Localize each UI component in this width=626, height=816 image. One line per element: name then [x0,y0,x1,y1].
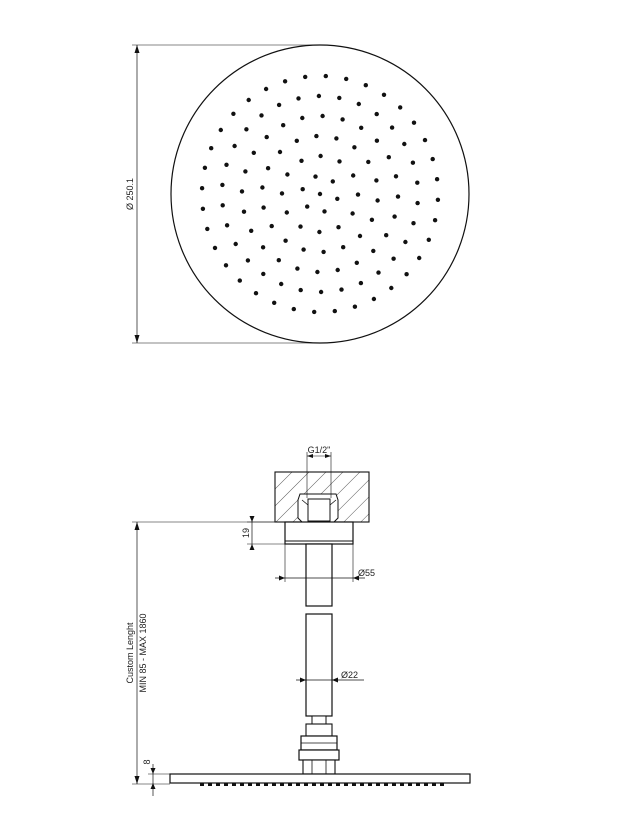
dim-55-label: Ø55 [358,568,376,578]
nozzle-tip [232,783,236,786]
nozzle-hole [224,163,228,167]
nozzle-hole [295,266,299,270]
nozzle-hole [417,256,421,260]
nozzle-hole [352,145,356,149]
nozzle-hole [261,205,265,209]
nozzle-hole [270,224,274,228]
shower-head-profile [170,774,470,786]
nozzle-tip [256,783,260,786]
nozzle-hole [334,136,338,140]
nozzle-hole [315,270,319,274]
nozzle-hole [205,227,209,231]
nozzle-tip [352,783,356,786]
nozzle-hole [225,223,229,227]
length-label-2: MIN 85 - MAX 1860 [138,613,148,693]
nozzle-hole [376,270,380,274]
nozzle-hole [358,234,362,238]
nozzle-hole [277,103,281,107]
length-dimension [125,522,275,784]
nozzle-tip [424,783,428,786]
nozzle-hole [336,225,340,229]
nozzle-hole [238,278,242,282]
nozzle-hole [370,218,374,222]
dim-8 [142,759,170,796]
nozzle-hole [279,282,283,286]
nozzle-hole [285,210,289,214]
nozzle-hole [371,249,375,253]
nozzle-hole [265,135,269,139]
nozzle-hole [260,185,264,189]
nozzle-hole [203,166,207,170]
nozzle-hole [209,146,213,150]
dim-8-label: 8 [142,759,152,765]
nozzle-hole [318,154,322,158]
nozzle-hole [357,102,361,106]
nozzle-tip [304,783,308,786]
nozzle-tip [296,783,300,786]
nozzle-hole [318,192,322,196]
nozzle-hole [359,281,363,285]
nozzle-hole [335,197,339,201]
top-view [125,45,469,343]
nozzle-hole [402,142,406,146]
nozzle-hole [261,272,265,276]
nozzle-hole [254,291,258,295]
side-view [125,445,470,796]
nozzle-hole [300,116,304,120]
nozzle-hole [321,250,325,254]
nozzle-hole [244,127,248,131]
nozzle-hole [412,121,416,125]
nozzle-hole [427,238,431,242]
nozzle-hole [375,139,379,143]
nozzle-tip [264,783,268,786]
nozzle-tip [288,783,292,786]
nozzle-tip [344,783,348,786]
nozzle-hole [394,174,398,178]
nozzle-hole [242,210,246,214]
nozzle-hole [319,290,323,294]
nozzle-hole [261,245,265,249]
nozzle-hole [324,74,328,78]
nozzle-hole [364,83,368,87]
ceiling-block [275,472,369,522]
nozzle-hole [303,75,307,79]
nozzle-hole [431,157,435,161]
nozzle-tip [272,783,276,786]
nozzle-tip [408,783,412,786]
nozzle-hole [375,198,379,202]
nozzle-hole [240,189,244,193]
nozzle-hole [220,183,224,187]
nozzle-hole [404,272,408,276]
nozzle-hole [353,305,357,309]
nozzle-hole [292,307,296,311]
nozzle-hole [231,112,235,116]
nozzle-hole [374,178,378,182]
nozzle-hole [266,166,270,170]
nozzle-tip [416,783,420,786]
thread-label: G1/2" [307,445,331,455]
nozzle-hole [396,194,400,198]
connector-nut [299,716,339,774]
nozzle-hole [344,77,348,81]
nozzle-hole [243,169,247,173]
nozzle-hole [298,224,302,228]
nozzle-hole [355,261,359,265]
nozzle-hole [301,247,305,251]
nozzle-hole [295,139,299,143]
nozzle-tip [200,783,204,786]
nozzle-hole [372,297,376,301]
dim-19-label: 19 [241,527,251,539]
nozzle-hole [234,242,238,246]
nozzle-hole [280,191,284,195]
nozzle-hole [200,186,204,190]
nozzle-hole [359,126,363,130]
nozzle-tip [392,783,396,786]
arm-upper [306,544,332,606]
nozzle-hole [232,144,236,148]
nozzle-tip [224,783,228,786]
nozzle-hole [384,233,388,237]
nozzle-tip [248,783,252,786]
nozzle-hole [387,155,391,159]
nozzle-hole [281,123,285,127]
nozzle-hole [333,309,337,313]
nozzle-hole [337,96,341,100]
nozzle-hole [296,96,300,100]
nozzle-hole [201,207,205,211]
nozzle-hole [366,160,370,164]
nozzle-hole [336,268,340,272]
length-label-1: Custom Lenght [125,622,135,684]
nozzle-hole [219,128,223,132]
nozzle-hole [320,114,324,118]
nozzle-tip [384,783,388,786]
nozzle-tip [328,783,332,786]
nozzle-hole [337,159,341,163]
diameter-dimension [125,45,320,343]
nozzle-hole [390,125,394,129]
nozzle-hole [398,105,402,109]
nozzle-hole [382,93,386,97]
nozzle-hole [415,201,419,205]
nozzle-hole [278,150,282,154]
dim-22-label: Ø22 [341,670,359,680]
nozzle-hole [331,179,335,183]
nozzle-hole [317,94,321,98]
nozzle-hole [391,257,395,261]
nozzle-tip [208,783,212,786]
nozzle-hole [411,161,415,165]
nozzle-tip [336,783,340,786]
nozzle-hole [312,310,316,314]
nozzle-hole [423,138,427,142]
nozzle-hole [246,258,250,262]
nozzle-hole [314,134,318,138]
nozzle-tip [312,783,316,786]
nozzle-hole [313,174,317,178]
nozzle-hole [264,87,268,91]
nozzle-hole [259,113,263,117]
nozzle-hole [403,240,407,244]
nozzle-hole [252,151,256,155]
nozzle-hole [356,192,360,196]
nozzle-tip [368,783,372,786]
nozzle-hole [436,198,440,202]
nozzle-holes [200,74,440,314]
nozzle-hole [317,230,321,234]
nozzle-hole [375,112,379,116]
nozzle-hole [341,245,345,249]
nozzle-tip [432,783,436,786]
nozzle-hole [283,79,287,83]
nozzle-tip [376,783,380,786]
nozzle-tip [400,783,404,786]
nozzle-hole [339,287,343,291]
nozzle-hole [224,263,228,267]
nozzle-tip [320,783,324,786]
nozzle-tip [440,783,444,786]
nozzle-hole [247,98,251,102]
nozzle-hole [301,187,305,191]
nozzle-hole [415,181,419,185]
arm-lower [306,614,332,716]
nozzle-hole [249,229,253,233]
nozzle-hole [351,173,355,177]
nozzle-hole [277,258,281,262]
nozzle-tip [280,783,284,786]
nozzle-hole [411,221,415,225]
nozzle-hole [213,246,217,250]
nozzle-hole [299,288,303,292]
nozzle-tip [360,783,364,786]
nozzle-hole [272,301,276,305]
nozzle-hole [350,211,354,215]
nozzle-hole [221,203,225,207]
nozzle-tip [216,783,220,786]
nozzle-tip [240,783,244,786]
nozzle-hole [389,286,393,290]
nozzle-hole [433,218,437,222]
nozzle-hole [392,214,396,218]
nozzle-hole [435,177,439,181]
nozzle-hole [305,204,309,208]
nozzle-hole [322,209,326,213]
diameter-label: Ø 250.1 [125,177,135,211]
nozzle-hole [285,172,289,176]
nozzle-hole [299,159,303,163]
nozzle-hole [340,117,344,121]
nozzle-hole [283,239,287,243]
